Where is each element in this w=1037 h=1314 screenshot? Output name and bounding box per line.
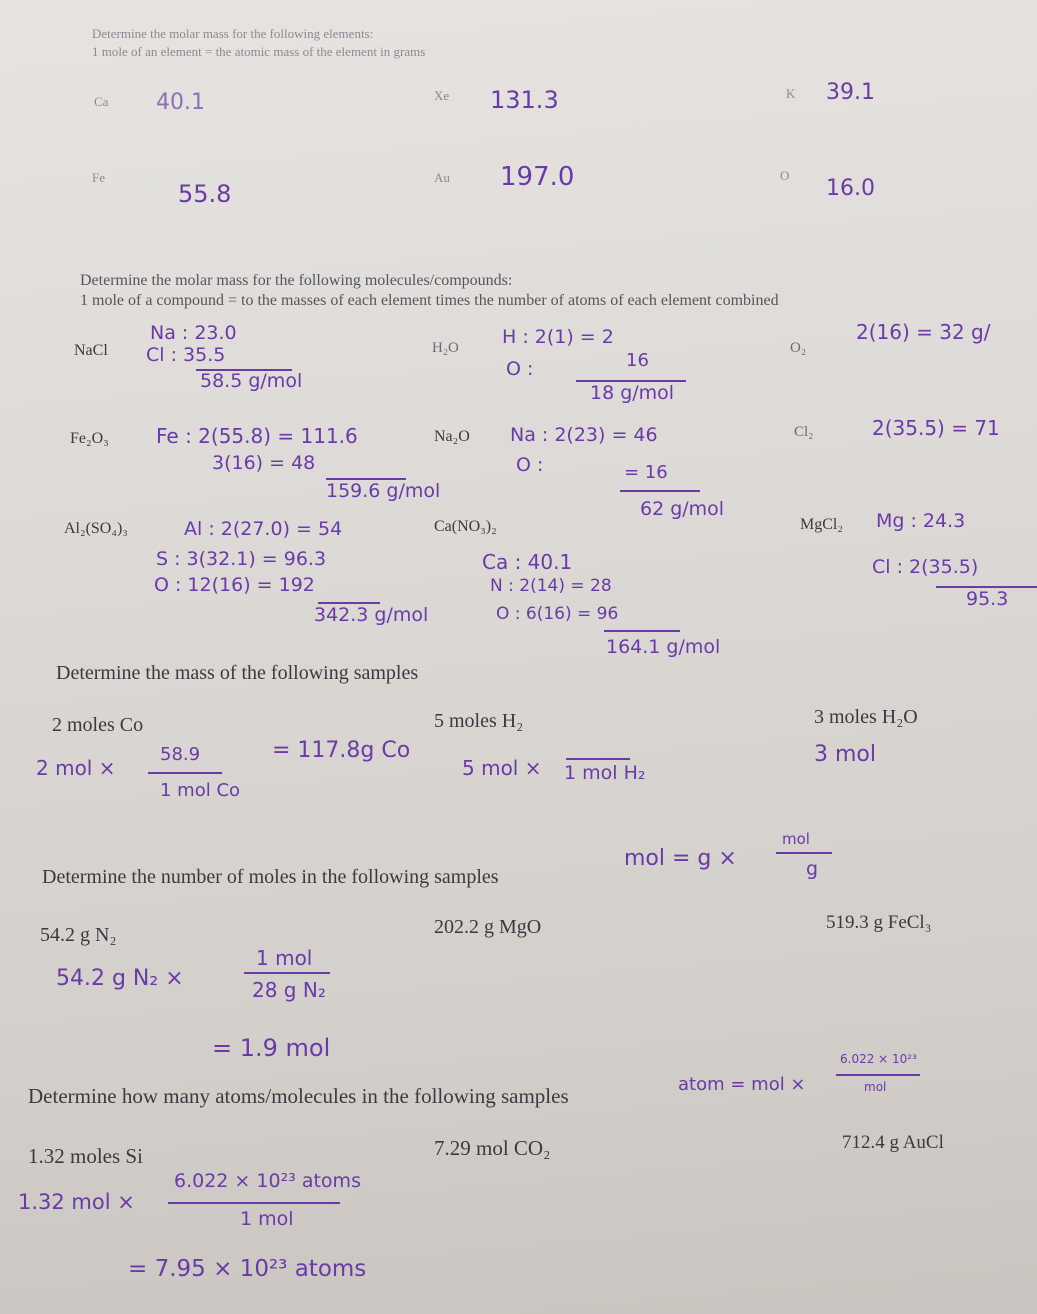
section1-heading: Determine the molar mass for the following elements: xyxy=(92,26,374,41)
moles-sample-3-label: 519.3 g FeCl₃ xyxy=(826,912,932,933)
section5-heading: Determine how many atoms/molecules in the following samples xyxy=(28,1084,569,1108)
atoms-formula-denominator: mol xyxy=(864,1080,887,1094)
mass-sample-3-label: 3 moles H₂O xyxy=(814,706,918,728)
total-mgcl2: 95.3 xyxy=(966,588,1009,610)
mass-sample-1-denominator: 1 mol Co xyxy=(160,780,241,801)
element-answer-fe: 55.8 xyxy=(178,180,232,208)
work-al2so43-s: S : 3(32.1) = 96.3 xyxy=(156,548,327,570)
section2-subheading: 1 mole of a compound = to the masses of each element times the number of atoms of each element combined xyxy=(80,292,779,309)
compound-label-o2: O₂ xyxy=(790,340,807,356)
mass-sample-1-fraction-line xyxy=(148,772,222,774)
section1-subheading: 1 mole of an element = the atomic mass of the element in grams xyxy=(92,44,426,59)
moles-formula-numerator: mol xyxy=(782,830,810,848)
work-al2so43-o: O : 12(16) = 192 xyxy=(154,574,315,596)
moles-sample-1-numerator: 1 mol xyxy=(256,946,313,970)
atoms-sample-1-denominator: 1 mol xyxy=(240,1208,294,1230)
section2-heading: Determine the molar mass for the following molecules/compounds: xyxy=(80,272,513,289)
section4-heading: Determine the number of moles in the following samples xyxy=(42,866,499,888)
compound-label-na2o: Na₂O xyxy=(434,428,470,445)
work-o2: 2(16) = 32 g/ xyxy=(856,320,991,344)
total-na2o: 62 g/mol xyxy=(640,498,725,520)
atoms-formula: atom = mol × xyxy=(678,1074,806,1095)
mass-sample-1-result: = 117.8g Co xyxy=(272,738,411,763)
work-na2o-o-value: = 16 xyxy=(624,462,668,483)
work-na2o-na: Na : 2(23) = 46 xyxy=(510,424,658,446)
work-nacl-na: Na : 23.0 xyxy=(150,322,237,344)
compound-label-mgcl2: MgCl₂ xyxy=(800,516,843,533)
moles-sample-2-label: 202.2 g MgO xyxy=(434,916,542,938)
work-mgcl2-cl: Cl : 2(35.5) xyxy=(872,556,979,578)
atoms-sample-2-label: 7.29 mol CO₂ xyxy=(434,1136,551,1160)
sum-line-cano32 xyxy=(604,630,680,632)
element-answer-ca: 40.1 xyxy=(156,90,205,115)
atoms-formula-line xyxy=(836,1074,920,1076)
work-nacl-cl: Cl : 35.5 xyxy=(146,344,226,366)
atoms-sample-1-work: 1.32 mol × xyxy=(18,1190,135,1214)
atoms-sample-1-fraction-line xyxy=(168,1202,340,1204)
element-answer-o: 16.0 xyxy=(826,176,875,201)
element-label-fe: Fe xyxy=(92,170,105,185)
compound-label-al2so43: Al₂(SO₄)₃ xyxy=(64,520,128,537)
atoms-sample-1-result: = 7.95 × 10²³ atoms xyxy=(128,1256,367,1282)
work-h2o-h: H : 2(1) = 2 xyxy=(502,326,614,348)
work-h2o-o: O : xyxy=(506,358,534,380)
compound-label-h2o: H₂O xyxy=(432,340,459,356)
element-answer-xe: 131.3 xyxy=(490,86,559,114)
work-cano32-ca: Ca : 40.1 xyxy=(482,550,573,574)
mass-sample-2-label: 5 moles H₂ xyxy=(434,710,524,732)
moles-sample-1-label: 54.2 g N₂ xyxy=(40,924,117,946)
compound-label-nacl: NaCl xyxy=(74,342,108,359)
element-label-k: K xyxy=(786,86,796,101)
mass-sample-2-fraction-line xyxy=(566,758,630,760)
work-na2o-o: O : xyxy=(516,454,544,476)
element-label-ca: Ca xyxy=(94,94,109,109)
total-nacl: 58.5 g/mol xyxy=(200,370,303,392)
compound-label-cano32: Ca(NO₃)₂ xyxy=(434,518,497,535)
moles-sample-1-result: = 1.9 mol xyxy=(212,1034,331,1062)
element-answer-au: 197.0 xyxy=(500,162,575,192)
work-al2so43-al: Al : 2(27.0) = 54 xyxy=(184,518,343,540)
atoms-sample-1-label: 1.32 moles Si xyxy=(28,1144,143,1168)
work-cano32-n: N : 2(14) = 28 xyxy=(490,576,612,596)
compound-label-fe2o3: Fe₂O₃ xyxy=(70,430,109,447)
moles-formula: mol = g × xyxy=(624,846,737,871)
total-fe2o3: 159.6 g/mol xyxy=(326,480,441,502)
mass-sample-1-work: 2 mol × xyxy=(36,756,116,780)
moles-sample-1-denominator: 28 g N₂ xyxy=(252,978,326,1002)
moles-sample-1-work: 54.2 g N₂ × xyxy=(56,966,184,991)
element-answer-k: 39.1 xyxy=(826,80,875,105)
mass-sample-2-denominator: 1 mol H₂ xyxy=(564,762,646,784)
work-cl2: 2(35.5) = 71 xyxy=(872,416,1000,440)
total-al2so43: 342.3 g/mol xyxy=(314,604,429,626)
moles-sample-1-fraction-line xyxy=(244,972,330,974)
mass-sample-1-numerator: 58.9 xyxy=(160,744,201,765)
mass-sample-2-work: 5 mol × xyxy=(462,756,542,780)
total-cano32: 164.1 g/mol xyxy=(606,636,721,658)
atoms-sample-3-label: 712.4 g AuCl xyxy=(842,1132,944,1153)
work-fe2o3-o: 3(16) = 48 xyxy=(212,452,316,474)
mass-sample-3-work: 3 mol xyxy=(814,742,876,767)
atoms-sample-1-numerator: 6.022 × 10²³ atoms xyxy=(174,1170,361,1192)
sum-line-na2o xyxy=(620,490,700,492)
work-h2o-o-value: 16 xyxy=(626,350,649,371)
work-fe2o3-fe: Fe : 2(55.8) = 111.6 xyxy=(156,424,358,448)
element-label-o: O xyxy=(780,168,790,183)
compound-label-cl2: Cl₂ xyxy=(794,424,814,440)
mass-sample-1-label: 2 moles Co xyxy=(52,714,144,736)
section3-heading: Determine the mass of the following samples xyxy=(56,662,419,684)
total-h2o: 18 g/mol xyxy=(590,382,675,404)
moles-formula-line xyxy=(776,852,832,854)
moles-formula-denominator: g xyxy=(806,858,819,880)
element-label-au: Au xyxy=(434,170,450,185)
work-mgcl2-mg: Mg : 24.3 xyxy=(876,510,966,532)
work-cano32-o: O : 6(16) = 96 xyxy=(496,604,619,624)
element-label-xe: Xe xyxy=(434,88,450,103)
atoms-formula-numerator: 6.022 × 10²³ xyxy=(840,1052,917,1066)
